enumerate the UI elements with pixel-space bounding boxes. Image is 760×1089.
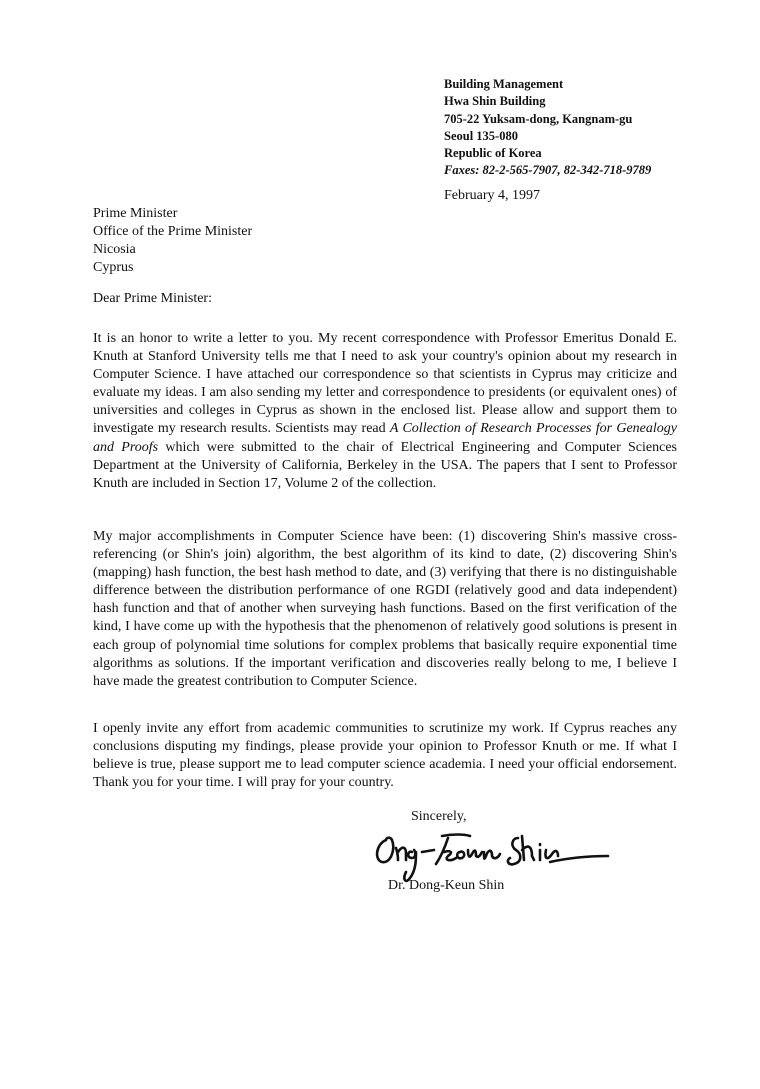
recipient-city: Nicosia <box>93 242 136 257</box>
handwritten-signature <box>372 826 612 886</box>
sender-building: Hwa Shin Building <box>444 94 546 109</box>
paragraph-1-text-a: It is an honor to write a letter to you. My recent correspondence with Professor Emeritus Donald E. Knuth at Stanford University tells me that I need to ask your country's opinion about my research in Computer Science. I have attached our correspondence so that scientists in Cyprus may criticize and evaluate my ideas. I am also sending my letter and correspondence to presidents (or equivalent ones) of universities and colleges in Cyprus as shown in the enclosed list. Please allow and support them to investigate my research results. Scientists may read <box>93 331 677 437</box>
sender-country: Republic of Korea <box>444 146 542 161</box>
sender-organization: Building Management <box>444 77 564 91</box>
sender-street: 705-22 Yuksam-dong, Kangnam-gu <box>444 111 633 126</box>
salutation: Dear Prime Minister: <box>93 291 212 306</box>
sender-address-block <box>444 76 744 180</box>
signer-name: Dr. Dong-Keun Shin <box>388 878 505 893</box>
recipient-title: Prime Minister <box>93 206 178 221</box>
recipient-address-block <box>93 205 252 277</box>
sender-city: Seoul 135-080 <box>444 128 518 143</box>
letter-date: February 4, 1997 <box>444 188 541 203</box>
closing: Sincerely, <box>411 809 467 824</box>
body-paragraph-1 <box>93 330 677 493</box>
body-paragraph-3: I openly invite any effort from academic communities to scrutinize my work. If Cyprus reaches any conclusions disputing my findings, please provide your opinion to Professor Knuth or me. If what I believe is true, please support me to lead computer science academia. I need your official endorsement. Thank you for your time. I will pray for your country. <box>93 721 677 791</box>
sender-faxes: Faxes: 82-2-565-7907, 82-342-718-9789 <box>444 163 652 178</box>
body-paragraph-2: My major accomplishments in Computer Science have been: (1) discovering Shin's massive cross-referencing (or Shin's join) algorithm, the best algorithm of its kind to date, (2) discovering Shin's (mapping) hash function, the best hash method to date, and (3) verifying that there is no distinguishable difference between the distribution performance of one RGDI (relatively good and data independent) hash function and that of another when surveying hash functions. Based on the first verification of the kind, I have come up with the hypothesis that the phenomenon of relatively good solutions is present in each group of polynomial time solutions for complex problems that basically require exponential time algorithms as solutions. If the important verification and discoveries really belong to me, I believe I have made the greatest contribution to Computer Science. <box>93 529 677 689</box>
paragraph-1-text-b: which were submitted to the chair of Electrical Engineering and Computer Sciences Department at the University of California, Berkeley in the USA. The papers that I sent to Professor Knuth are included in Section 17, Volume 2 of the collection. <box>93 439 677 491</box>
collection-title: A Collection of Research Processes for Genealogy and Proofs <box>93 421 677 455</box>
recipient-country: Cyprus <box>93 260 134 275</box>
recipient-office: Office of the Prime Minister <box>93 224 253 239</box>
